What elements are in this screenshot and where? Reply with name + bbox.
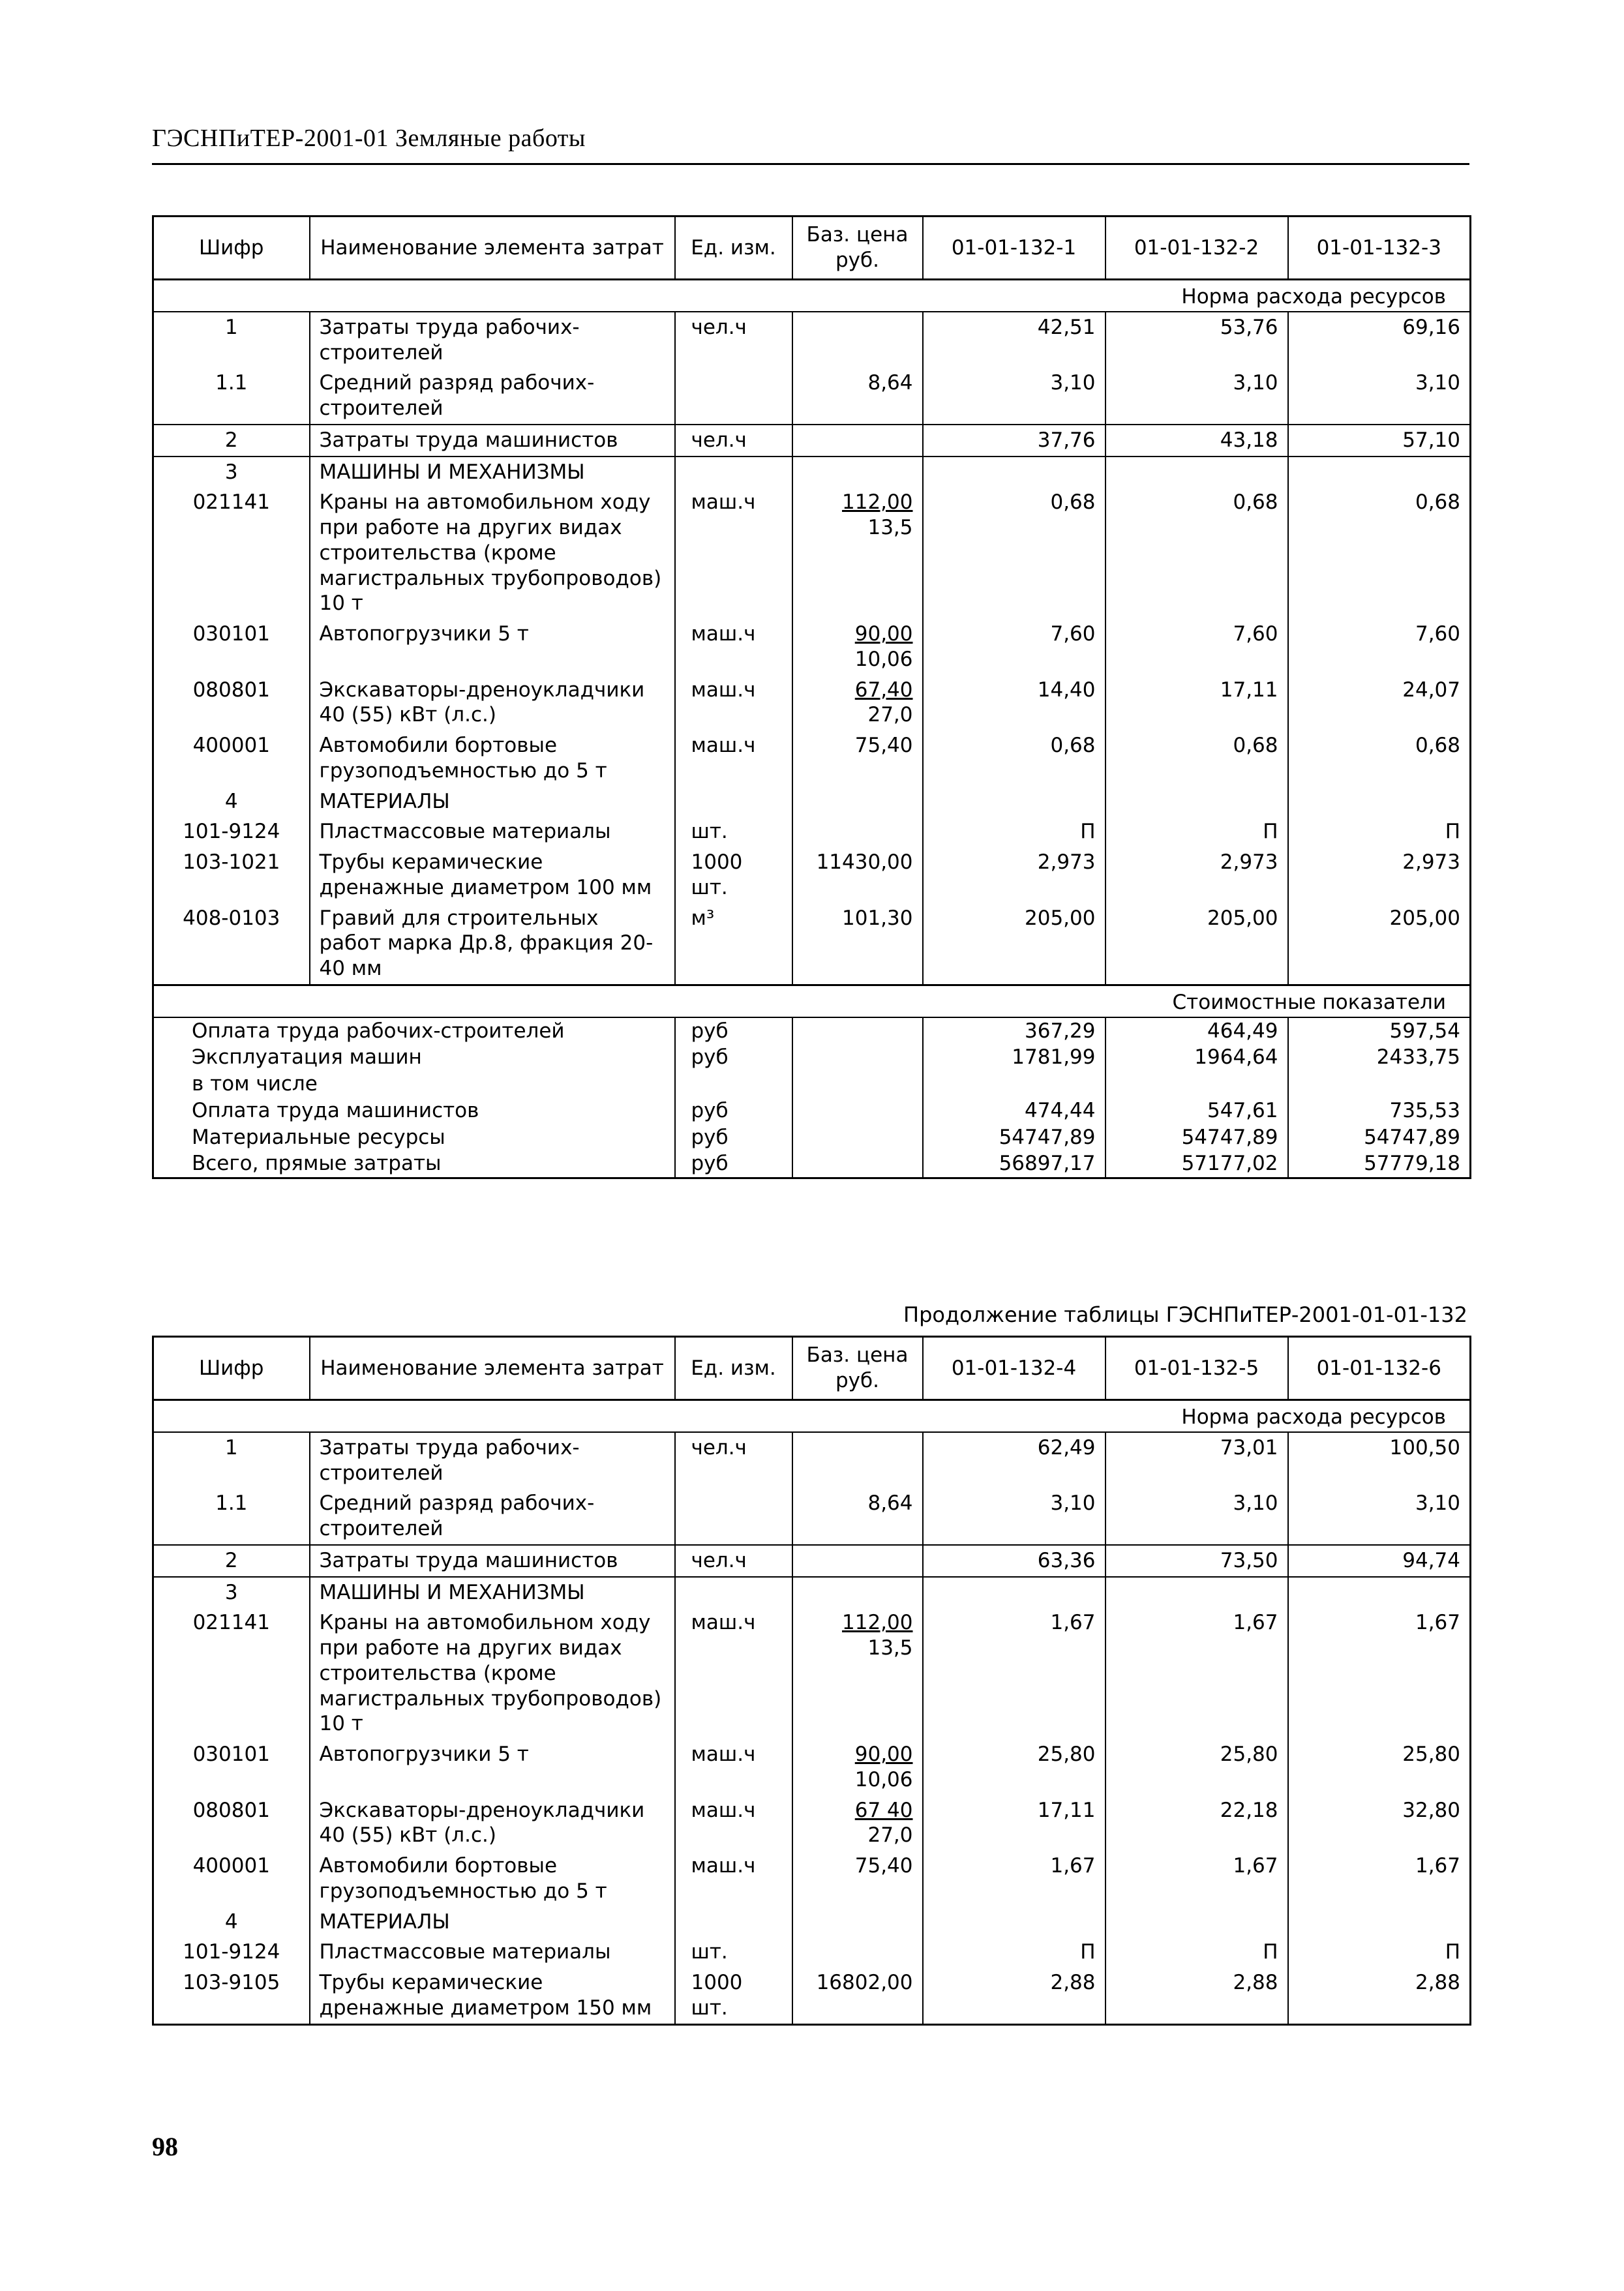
summary-v1: 56897,17 [923, 1150, 1105, 1178]
table-row [153, 619, 1471, 675]
price-top: 67 40 [854, 1798, 913, 1822]
cell-v2: 0,68 [1105, 487, 1288, 619]
cell-v3: 69,16 [1288, 312, 1471, 368]
cell-v2: 2,973 [1105, 847, 1288, 903]
cell-name: Затраты труда рабочих-строителей [310, 1432, 675, 1489]
summary-v2 [1105, 1071, 1288, 1098]
cell-v1: 3,10 [923, 1488, 1105, 1545]
price-value: 8,64 [867, 371, 913, 395]
cell-empty [792, 1577, 923, 1608]
cell-code: 2 [153, 1545, 310, 1577]
summary-row [153, 1017, 1471, 1045]
table-row [153, 903, 1471, 985]
cell-unit: маш.ч [675, 675, 792, 731]
cell-name: Затраты труда рабочих-строителей [310, 312, 675, 368]
summary-label: Эксплуатация машин [192, 1045, 422, 1070]
cell-v3: 2,88 [1288, 1968, 1471, 2024]
cell-name: Трубы керамические дренажные диаметром 150 мм [310, 1968, 675, 2024]
summary-v2: 54747,89 [1105, 1124, 1288, 1151]
cell-price [792, 1545, 923, 1577]
cell-empty [1105, 1577, 1288, 1608]
cell-empty [675, 457, 792, 488]
cell-v3: 7,60 [1288, 619, 1471, 675]
cell-code: 103-9105 [153, 1968, 310, 2024]
cell-name: Автомобили бортовые грузоподъемностью до 5 т [310, 1851, 675, 1907]
cell-empty [1288, 1577, 1471, 1608]
cell-v2: 2,88 [1105, 1968, 1288, 2024]
cell-price [792, 487, 923, 619]
cell-name: Средний разряд рабочих-строителей [310, 368, 675, 425]
cell-price [792, 425, 923, 457]
cell-price [792, 1937, 923, 1968]
table-header-row [153, 217, 1471, 280]
cell-unit: маш.ч [675, 487, 792, 619]
cell-price [792, 1795, 923, 1851]
cell-code: 3 [153, 457, 310, 488]
summary-v3: 735,53 [1288, 1098, 1471, 1124]
cell-code: 080801 [153, 675, 310, 731]
cell-code: 408-0103 [153, 903, 310, 985]
cell-v2: 17,11 [1105, 675, 1288, 731]
table-row [153, 1907, 1471, 1938]
cell-unit: маш.ч [675, 1795, 792, 1851]
col-header-name: Наименование элемента затрат [310, 217, 675, 280]
cell-code: 030101 [153, 619, 310, 675]
cell-v1: 0,68 [923, 487, 1105, 619]
cell-name: Трубы керамические дренажные диаметром 100 мм [310, 847, 675, 903]
cell-v1: П [923, 1937, 1105, 1968]
col-header-code: Шифр [153, 217, 310, 280]
summary-label: Оплата труда машинистов [192, 1098, 479, 1122]
price-top: 112,00 [842, 1611, 913, 1635]
cell-v3: 1,67 [1288, 1608, 1471, 1739]
price-bottom: 10,06 [854, 647, 913, 671]
cell-v2: 7,60 [1105, 619, 1288, 675]
cell-empty [923, 457, 1105, 488]
cell-name: Экскаваторы-дреноукладчики 40 (55) кВт (л.с.) [310, 675, 675, 731]
cell-v1: 25,80 [923, 1739, 1105, 1795]
cell-v2: 53,76 [1105, 312, 1288, 368]
cell-unit: чел.ч [675, 425, 792, 457]
cell-unit: чел.ч [675, 1432, 792, 1489]
price-value: 101,30 [842, 906, 913, 930]
cell-v3: 1,67 [1288, 1851, 1471, 1907]
cell-unit: шт. [675, 816, 792, 847]
price-bottom: 13,5 [867, 1636, 913, 1660]
price-bottom: 27,0 [867, 703, 913, 727]
cell-price [792, 730, 923, 786]
col-header-v3: 01-01-132-3 [1288, 217, 1471, 280]
cell-price [792, 1432, 923, 1489]
summary-empty [792, 1071, 923, 1098]
cell-price [792, 903, 923, 985]
norm-caption: Норма расхода ресурсов [153, 1400, 1471, 1432]
summary-row [153, 1098, 1471, 1124]
cell-code: 1.1 [153, 368, 310, 425]
cell-v2: П [1105, 1937, 1288, 1968]
cell-name: МАТЕРИАЛЫ [310, 786, 675, 817]
table-row [153, 730, 1471, 786]
cell-v2: 205,00 [1105, 903, 1288, 985]
cell-v3: П [1288, 1937, 1471, 1968]
table-row [153, 1577, 1471, 1608]
table-row [153, 816, 1471, 847]
cell-v3: 2,973 [1288, 847, 1471, 903]
cell-code: 101-9124 [153, 1937, 310, 1968]
col-header-v2: 01-01-132-2 [1105, 217, 1288, 280]
cell-code: 2 [153, 425, 310, 457]
resource-table-1 [152, 215, 1471, 1179]
table-body [153, 280, 1471, 1178]
cell-code: 103-1021 [153, 847, 310, 903]
cell-unit: чел.ч [675, 312, 792, 368]
cell-v2: 3,10 [1105, 368, 1288, 425]
table-row [153, 457, 1471, 488]
cell-name: Пластмассовые материалы [310, 816, 675, 847]
cell-price [792, 1608, 923, 1739]
summary-label: Всего, прямые затраты [192, 1152, 442, 1176]
col-header-name: Наименование элемента затрат [310, 1337, 675, 1400]
norm-caption-row [153, 1400, 1471, 1432]
cell-price [792, 619, 923, 675]
cell-code: 021141 [153, 1608, 310, 1739]
cell-price [792, 1739, 923, 1795]
summary-v3: 54747,89 [1288, 1124, 1471, 1151]
cell-empty [1105, 1907, 1288, 1938]
table-row [153, 847, 1471, 903]
resource-table-2 [152, 1336, 1471, 2026]
cell-v1: 14,40 [923, 675, 1105, 731]
cell-v3: 0,68 [1288, 487, 1471, 619]
price-top: 90,00 [854, 622, 913, 646]
cell-v2: 1,67 [1105, 1851, 1288, 1907]
price-value: 11430,00 [816, 850, 913, 874]
cell-unit: 1000 шт. [675, 847, 792, 903]
table-row [153, 487, 1471, 619]
cell-code: 1 [153, 312, 310, 368]
cell-v2: 3,10 [1105, 1488, 1288, 1545]
cell-name: Автопогрузчики 5 т [310, 1739, 675, 1795]
cell-name: Средний разряд рабочих-строителей [310, 1488, 675, 1545]
col-header-v1: 01-01-132-1 [923, 217, 1105, 280]
cell-v3: 94,74 [1288, 1545, 1471, 1577]
cell-code: 021141 [153, 487, 310, 619]
cell-v2: 22,18 [1105, 1795, 1288, 1851]
summary-v3: 2433,75 [1288, 1044, 1471, 1071]
cell-v3: 3,10 [1288, 368, 1471, 425]
price-bottom: 10,06 [854, 1767, 913, 1791]
table-row [153, 1739, 1471, 1795]
summary-v2: 547,61 [1105, 1098, 1288, 1124]
summary-v1: 54747,89 [923, 1124, 1105, 1151]
cell-v2: 73,01 [1105, 1432, 1288, 1489]
price-bottom: 27,0 [867, 1823, 913, 1848]
cell-v1: 0,68 [923, 730, 1105, 786]
price-top: 112,00 [842, 490, 913, 515]
cell-empty [675, 1907, 792, 1938]
cost-caption-row [153, 985, 1471, 1017]
summary-unit: руб [675, 1017, 792, 1045]
cell-code: 080801 [153, 1795, 310, 1851]
cell-code: 4 [153, 786, 310, 817]
cell-name: Автопогрузчики 5 т [310, 619, 675, 675]
summary-v1: 474,44 [923, 1098, 1105, 1124]
cell-v1: 7,60 [923, 619, 1105, 675]
cell-v3: 0,68 [1288, 730, 1471, 786]
summary-unit: руб [675, 1044, 792, 1071]
summary-row [153, 1150, 1471, 1178]
summary-row [153, 1071, 1471, 1098]
cell-v2: П [1105, 816, 1288, 847]
summary-label: Материальные ресурсы [192, 1125, 445, 1149]
cost-caption: Стоимостные показатели [153, 985, 1471, 1017]
cell-code: 4 [153, 1907, 310, 1938]
table-row [153, 425, 1471, 457]
summary-unit [675, 1071, 792, 1098]
cell-v1: 62,49 [923, 1432, 1105, 1489]
norm-caption: Норма расхода ресурсов [153, 280, 1471, 312]
cell-v1: П [923, 816, 1105, 847]
summary-label: Оплата труда рабочих-строителей [192, 1019, 565, 1043]
summary-empty [792, 1124, 923, 1151]
price-value: 8,64 [867, 1491, 913, 1516]
price-value: 16802,00 [816, 1971, 913, 1994]
cell-price [792, 1968, 923, 2024]
table-row [153, 1851, 1471, 1907]
cell-code: 400001 [153, 730, 310, 786]
cell-price [792, 1488, 923, 1545]
cell-unit: чел.ч [675, 1545, 792, 1577]
col-header-unit: Ед. изм. [675, 1337, 792, 1400]
cell-empty [923, 1577, 1105, 1608]
cell-code: 1.1 [153, 1488, 310, 1545]
cell-v3: 57,10 [1288, 425, 1471, 457]
col-header-unit: Ед. изм. [675, 217, 792, 280]
summary-empty [792, 1017, 923, 1045]
summary-v1: 367,29 [923, 1017, 1105, 1045]
cell-unit: маш.ч [675, 730, 792, 786]
cell-unit: маш.ч [675, 1851, 792, 1907]
cell-code: 3 [153, 1577, 310, 1608]
cell-unit: маш.ч [675, 1608, 792, 1739]
summary-empty [792, 1150, 923, 1178]
cell-price [792, 1851, 923, 1907]
col-header-price: Баз. цена руб. [792, 217, 923, 280]
cell-empty [675, 786, 792, 817]
summary-v2: 464,49 [1105, 1017, 1288, 1045]
cell-v3: 24,07 [1288, 675, 1471, 731]
cell-empty [1288, 457, 1471, 488]
cell-name: Гравий для строительных работ марка Др.8, фракция 20-40 мм [310, 903, 675, 985]
cell-v3: 205,00 [1288, 903, 1471, 985]
cell-empty [1105, 457, 1288, 488]
cell-v2: 43,18 [1105, 425, 1288, 457]
cell-price [792, 675, 923, 731]
cell-v2: 0,68 [1105, 730, 1288, 786]
cell-empty [675, 1577, 792, 1608]
cell-name: Затраты труда машинистов [310, 425, 675, 457]
cell-name: Краны на автомобильном ходу при работе на других видах строительства (кроме магистральных трубопроводов) 10 т [310, 487, 675, 619]
cell-v1: 2,88 [923, 1968, 1105, 2024]
col-header-v1: 01-01-132-4 [923, 1337, 1105, 1400]
cell-name: Затраты труда машинистов [310, 1545, 675, 1577]
cell-empty [1105, 786, 1288, 817]
running-title: ГЭСНПиТЕР-2001-01 Земляные работы [152, 125, 586, 152]
cell-v2: 73,50 [1105, 1545, 1288, 1577]
cell-empty [792, 786, 923, 817]
price-top: 67,40 [854, 678, 913, 702]
cell-price [792, 816, 923, 847]
price-value: 75,40 [854, 1854, 913, 1878]
cell-v3: П [1288, 816, 1471, 847]
col-header-v2: 01-01-132-5 [1105, 1337, 1288, 1400]
header-rule [152, 163, 1469, 165]
cell-name: Автомобили бортовые грузоподъемностью до 5 т [310, 730, 675, 786]
cell-price [792, 368, 923, 425]
cell-name: Краны на автомобильном ходу при работе на других видах строительства (кроме магистральных трубопроводов) 10 т [310, 1608, 675, 1739]
table-row [153, 1488, 1471, 1545]
cell-v1: 205,00 [923, 903, 1105, 985]
table-body [153, 1400, 1471, 2025]
cell-empty [923, 786, 1105, 817]
summary-v1: 1781,99 [923, 1044, 1105, 1071]
cell-v1: 42,51 [923, 312, 1105, 368]
cell-empty [1288, 1907, 1471, 1938]
price-bottom: 13,5 [867, 516, 913, 539]
summary-unit: руб [675, 1124, 792, 1151]
cell-code: 030101 [153, 1739, 310, 1795]
cell-v1: 1,67 [923, 1851, 1105, 1907]
table-row [153, 1937, 1471, 1968]
cell-name: Экскаваторы-дреноукладчики 40 (55) кВт (л.с.) [310, 1795, 675, 1851]
table-row [153, 675, 1471, 731]
price-top: 90,00 [854, 1743, 913, 1766]
table-row [153, 786, 1471, 817]
summary-v2: 57177,02 [1105, 1150, 1288, 1178]
cell-unit: маш.ч [675, 619, 792, 675]
cell-code: 1 [153, 1432, 310, 1489]
cell-name: МАШИНЫ И МЕХАНИЗМЫ [310, 457, 675, 488]
cell-price [792, 312, 923, 368]
cell-empty [1288, 786, 1471, 817]
table-row [153, 1545, 1471, 1577]
cell-v3: 3,10 [1288, 1488, 1471, 1545]
table-row [153, 368, 1471, 425]
table-row [153, 1968, 1471, 2024]
price-value: 75,40 [854, 734, 913, 757]
summary-v3: 57779,18 [1288, 1150, 1471, 1178]
cell-v1: 63,36 [923, 1545, 1105, 1577]
cell-empty [923, 1907, 1105, 1938]
cell-v3: 100,50 [1288, 1432, 1471, 1489]
col-header-v3: 01-01-132-6 [1288, 1337, 1471, 1400]
cell-name: Пластмассовые материалы [310, 1937, 675, 1968]
col-header-code: Шифр [153, 1337, 310, 1400]
cell-empty [792, 457, 923, 488]
summary-v1 [923, 1071, 1105, 1098]
cell-unit: м³ [675, 903, 792, 985]
table-row [153, 1608, 1471, 1739]
cell-v3: 32,80 [1288, 1795, 1471, 1851]
continuation-caption: Продолжение таблицы ГЭСНПиТЕР-2001-01-01-132 [903, 1302, 1467, 1327]
table-row [153, 1795, 1471, 1851]
summary-label: в том числе [192, 1072, 318, 1096]
cell-v1: 2,973 [923, 847, 1105, 903]
cell-unit [675, 1488, 792, 1545]
cell-unit: шт. [675, 1937, 792, 1968]
cell-v3: 25,80 [1288, 1739, 1471, 1795]
cell-v1: 3,10 [923, 368, 1105, 425]
table-row [153, 1432, 1471, 1489]
summary-unit: руб [675, 1098, 792, 1124]
cell-code: 101-9124 [153, 816, 310, 847]
cell-v2: 1,67 [1105, 1608, 1288, 1739]
summary-v2: 1964,64 [1105, 1044, 1288, 1071]
summary-row [153, 1044, 1471, 1071]
col-header-price: Баз. цена руб. [792, 1337, 923, 1400]
summary-empty [792, 1044, 923, 1071]
summary-row [153, 1124, 1471, 1151]
cell-price [792, 847, 923, 903]
summary-v3: 597,54 [1288, 1017, 1471, 1045]
page-number: 98 [152, 2132, 178, 2161]
norm-caption-row [153, 280, 1471, 312]
cell-empty [792, 1907, 923, 1938]
cell-v1: 17,11 [923, 1795, 1105, 1851]
summary-unit: руб [675, 1150, 792, 1178]
cell-name: МАШИНЫ И МЕХАНИЗМЫ [310, 1577, 675, 1608]
cell-name: МАТЕРИАЛЫ [310, 1907, 675, 1938]
cell-unit: 1000 шт. [675, 1968, 792, 2024]
table-row [153, 312, 1471, 368]
cell-v1: 37,76 [923, 425, 1105, 457]
cell-unit [675, 368, 792, 425]
summary-v3 [1288, 1071, 1471, 1098]
cell-v1: 1,67 [923, 1608, 1105, 1739]
table-header-row [153, 1337, 1471, 1400]
cell-v2: 25,80 [1105, 1739, 1288, 1795]
cell-unit: маш.ч [675, 1739, 792, 1795]
summary-empty [792, 1098, 923, 1124]
cell-code: 400001 [153, 1851, 310, 1907]
